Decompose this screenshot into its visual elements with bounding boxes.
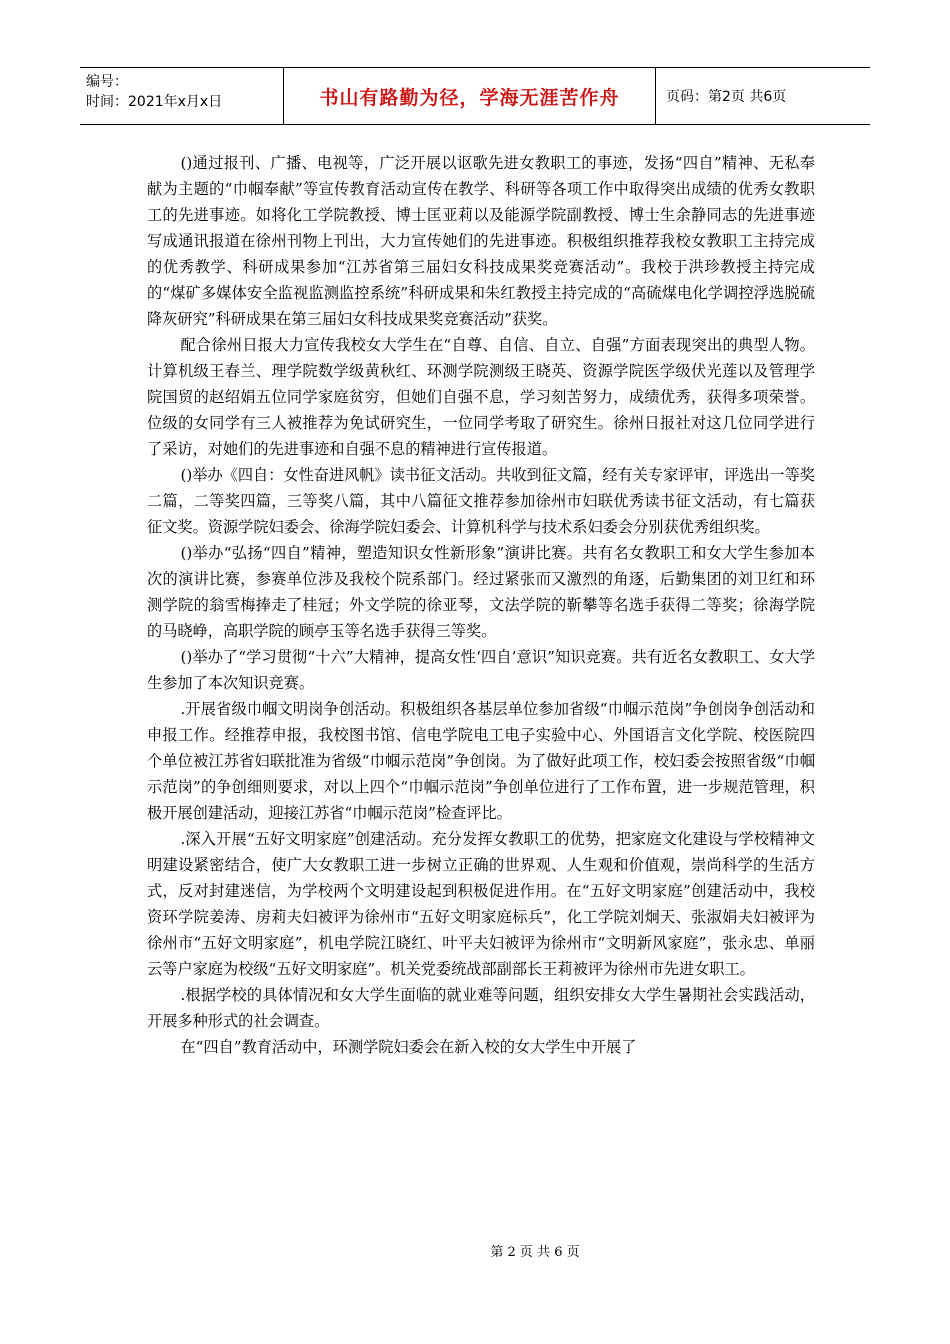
paragraph: 在“四自”教育活动中，环测学院妇委会在新入校的女大学生中开展了 (180, 1038, 637, 1056)
paragraph: ()举办了“学习贯彻“十六”大精神，提高女性‘四自’意识”知识竞赛。共有近名女教职工、女大学生参加了本次知识竞赛。 (147, 648, 815, 692)
paragraph: ()举办“弘扬“四自”精神，塑造知识女性新形象”演讲比赛。共有名女教职工和女大学生参加本次的演讲比赛，参赛单位涉及我校个院系部门。经过紧张而又激烈的角逐，后勤集团的刘卫红和环测学院的翁雪梅捧走了桂冠；外文学院的徐亚琴，文法学院的靳攀等名选手获得二等奖；徐海学院的马晓峥，高职学院的顾亭玉等名选手获得三等奖。 (147, 544, 815, 640)
page-footer: 第 2 页 共 6 页 (490, 1245, 580, 1260)
page-header (80, 67, 870, 125)
paragraph: ()举办《四自：女性奋进风帆》读书征文活动。共收到征文篇，经有关专家评审，评选出一等奖二篇，二等奖四篇，三等奖八篇，其中八篇征文推荐参加徐州市妇联优秀读书征文活动，有七篇获征文奖。资源学院妇委会、徐海学院妇委会、计算机科学与技术系妇委会分别获优秀组织奖。 (147, 466, 815, 536)
paragraph: 配合徐州日报大力宣传我校女大学生在“自尊、自信、自立、自强”方面表现突出的典型人物。计算机级王春兰、理学院数学级黄秋红、环测学院测级王晓英、资源学院医学级伏光莲以及管理学院国贸的赵绍娟五位同学家庭贫穷，但她们自强不息，学习刻苦努力，成绩优秀，获得多项荣誉。位级的女同学有三人被推荐为免试研究生，一位同学考取了研究生。徐州日报社对这几位同学进行了采访，对她们的先进事迹和自强不息的精神进行宣传报道。 (147, 336, 815, 458)
document-number-label: 编号： (86, 74, 128, 90)
paragraph: .深入开展“五好文明家庭”创建活动。充分发挥女教职工的优势，把家庭文化建设与学校精神文明建设紧密结合，使广大女教职工进一步树立正确的世界观、人生观和价值观，崇尚科学的生活方式，反对封建迷信，为学校两个文明建设起到积极促进作用。在“五好文明家庭”创建活动中，我校资环学院姜涛、房莉夫妇被评为徐州市“五好文明家庭标兵”，化工学院刘炯天、张淑娟夫妇被评为徐州市“五好文明家庭”，机电学院江晓红、叶平夫妇被评为徐州市“文明新风家庭”，张永忠、单丽云等户家庭为校级“五好文明家庭”。机关党委统战部副部长王莉被评为徐州市先进女职工。 (147, 830, 815, 978)
document-time-label: 时间：2021年x月x日 (86, 94, 223, 110)
header-meta (80, 68, 284, 124)
paragraph: .开展省级巾帼文明岗争创活动。积极组织各基层单位参加省级“巾帼示范岗”争创岗争创活动和申报工作。经推荐申报，我校图书馆、信电学院电工电子实验中心、外国语言文化学院、校医院四个单位被江苏省妇联批准为省级“巾帼示范岗”争创岗。为了做好此项工作，校妇委会按照省级“巾帼示范岗”的争创细则要求，对以上四个“巾帼示范岗”争创单位进行了工作布置，进一步规范管理，积极开展创建活动，迎接江苏省“巾帼示范岗”检查评比。 (147, 700, 815, 822)
document-body (147, 150, 815, 1060)
paragraph: .根据学校的具体情况和女大学生面临的就业难等问题，组织安排女大学生暑期社会实践活动，开展多种形式的社会调查。 (147, 986, 815, 1030)
header-motto: 书山有路勤为径，学海无涯苦作舟 (284, 68, 656, 124)
paragraph: ()通过报刊、广播、电视等，广泛开展以讴歌先进女教职工的事迹，发扬“四自”精神、无私奉献为主题的“巾帼奉献”等宣传教育活动宣传在教学、科研等各项工作中取得突出成绩的优秀女教职工的先进事迹。如将化工学院教授、博士匡亚莉以及能源学院副教授、博士生余静同志的先进事迹写成通讯报道在徐州刊物上刊出，大力宣传她们的先进事迹。积极组织推荐我校女教职工主持完成的优秀教学、科研成果参加“江苏省第三届妇女科技成果奖竞赛活动”。我校于洪珍教授主持完成的“煤矿多媒体安全监视监测监控系统”科研成果和朱红教授主持完成的“高硫煤电化学调控浮选脱硫降灰研究”科研成果在第三届妇女科技成果奖竞赛活动”获奖。 (147, 154, 815, 328)
header-page-info: 页码：第2页 共6页 (666, 89, 787, 105)
